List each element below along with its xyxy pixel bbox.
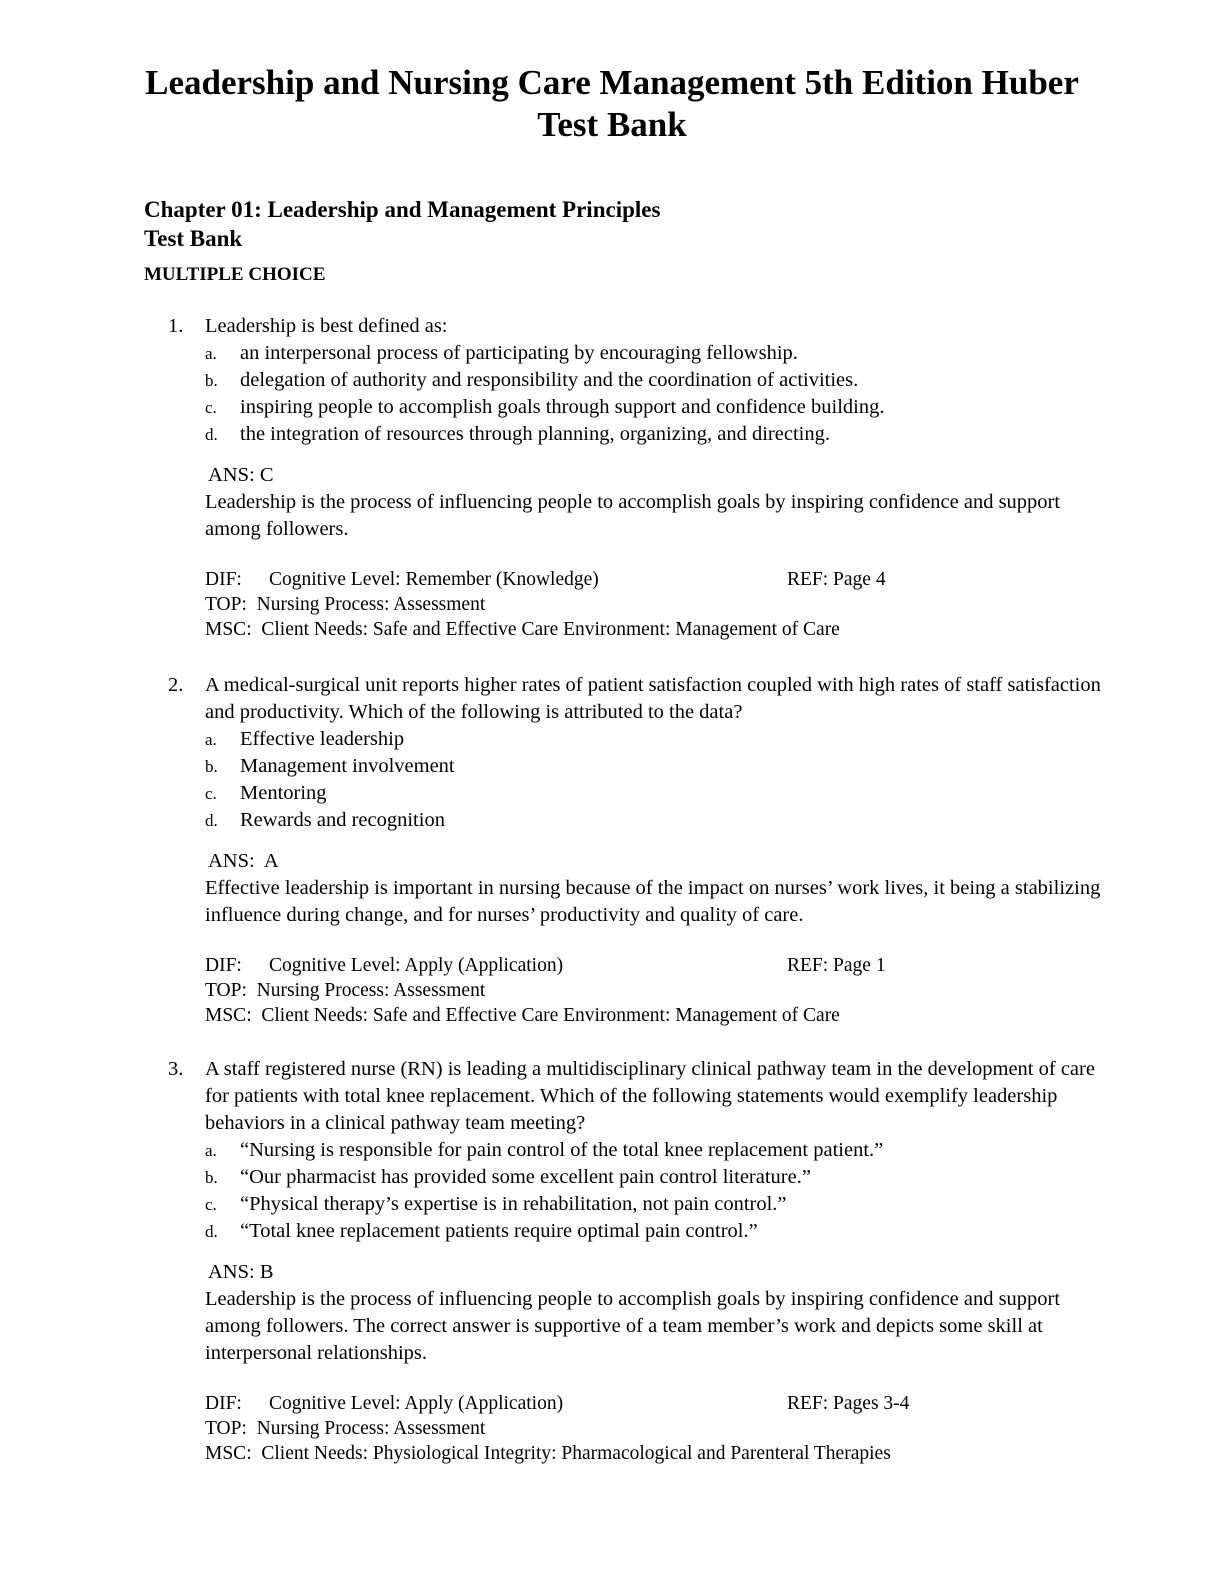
option-text: Management involvement [240, 755, 455, 777]
option-text: “Total knee replacement patients require optimal pain control.” [240, 1220, 758, 1242]
option-text: an interpersonal process of participating by encouraging fellowship. [240, 342, 798, 364]
top-label: TOP: [205, 1418, 247, 1439]
difficulty-row [205, 567, 1104, 592]
option-letter: a. [205, 344, 217, 363]
option-text: “Physical therapy’s expertise is in rehabilitation, not pain control.” [240, 1193, 787, 1215]
option-d [144, 421, 1104, 448]
page-reference: REF: Pages 3-4 [787, 1393, 910, 1414]
answer-key: ANS: B [208, 1261, 274, 1283]
answer-key: ANS: A [208, 850, 279, 872]
option-b [144, 1164, 1104, 1191]
option-letter: c. [205, 1195, 217, 1214]
option-text: “Nursing is responsible for pain control of the total knee replacement patient.” [240, 1139, 884, 1161]
topic-row [205, 978, 1104, 1003]
option-a [144, 340, 1104, 367]
option-letter: b. [205, 371, 218, 390]
difficulty-value: Cognitive Level: Apply (Application) [269, 1393, 564, 1414]
topic-row [205, 592, 1104, 617]
topic-value: Nursing Process: Assessment [256, 1418, 486, 1439]
difficulty-row [205, 953, 1104, 978]
option-c [144, 1191, 1104, 1218]
option-letter: c. [205, 784, 217, 803]
answer-options [144, 726, 1104, 834]
option-text: Rewards and recognition [240, 809, 445, 831]
topic-row [205, 1416, 1104, 1441]
option-letter: d. [205, 1222, 218, 1241]
answer-options [144, 1137, 1104, 1245]
answer-block [144, 1259, 1104, 1367]
option-letter: b. [205, 1168, 218, 1187]
option-d [144, 807, 1104, 834]
document-title [120, 62, 1104, 146]
answer-rationale: Leadership is the process of influencing people to accomplish goals by inspiring confidence and support among followers. The correct answer is supportive of a team member’s work and depicts some skill at interpersonal relationships. [205, 1288, 1061, 1364]
option-text: Mentoring [240, 782, 327, 804]
question-metadata [144, 953, 1104, 1028]
client-needs-value: Client Needs: Physiological Integrity: Pharmacological and Parenteral Therapies [261, 1443, 891, 1464]
option-c [144, 394, 1104, 421]
option-text: “Our pharmacist has provided some excellent pain control literature.” [240, 1166, 811, 1188]
option-letter: d. [205, 425, 218, 444]
client-needs-value: Client Needs: Safe and Effective Care Environment: Management of Care [261, 1005, 840, 1026]
question-2 [144, 672, 1104, 1028]
difficulty-value: Cognitive Level: Remember (Knowledge) [269, 569, 599, 590]
question-number: 2. [168, 674, 184, 696]
document-title-line-1: Leadership and Nursing Care Management 5th Edition Huber [145, 63, 1079, 102]
chapter-subtitle: Test Bank [144, 226, 243, 251]
page-reference: REF: Page 1 [787, 955, 886, 976]
difficulty-value: Cognitive Level: Apply (Application) [269, 955, 564, 976]
client-needs-value: Client Needs: Safe and Effective Care Environment: Management of Care [261, 619, 840, 640]
question-text: A medical-surgical unit reports higher rates of patient satisfaction coupled with high rates of staff satisfaction and productivity. Which of the following is attributed to the data? [205, 674, 1101, 723]
question-stem [144, 313, 1104, 340]
question-metadata [144, 567, 1104, 642]
answer-options [144, 340, 1104, 448]
option-text: inspiring people to accomplish goals through support and confidence building. [240, 396, 885, 418]
chapter-title: Chapter 01: Leadership and Management Principles [144, 197, 661, 222]
question-stem [144, 672, 1104, 726]
answer-block [144, 848, 1104, 929]
answer-key: ANS: C [208, 464, 274, 486]
msc-label: MSC: [205, 1005, 252, 1026]
page-reference: REF: Page 4 [787, 569, 886, 590]
question-metadata [144, 1391, 1104, 1466]
dif-label: DIF: [205, 1393, 242, 1414]
question-number: 3. [168, 1058, 184, 1080]
option-a [144, 1137, 1104, 1164]
client-needs-row [205, 1441, 1104, 1466]
option-letter: a. [205, 1141, 217, 1160]
client-needs-row [205, 1003, 1104, 1028]
option-letter: c. [205, 398, 217, 417]
section-heading: MULTIPLE CHOICE [144, 264, 326, 285]
question-1 [144, 313, 1104, 642]
option-b [144, 753, 1104, 780]
question-text: Leadership is best defined as: [205, 315, 448, 337]
answer-rationale: Effective leadership is important in nursing because of the impact on nurses’ work lives, it being a stabilizing influence during change, and for nurses’ productivity and quality of care. [205, 877, 1101, 926]
client-needs-row [205, 617, 1104, 642]
question-number: 1. [168, 315, 184, 337]
question-3 [144, 1056, 1104, 1466]
top-label: TOP: [205, 980, 247, 1001]
msc-label: MSC: [205, 1443, 252, 1464]
option-text: the integration of resources through planning, organizing, and directing. [240, 423, 830, 445]
option-letter: d. [205, 811, 218, 830]
option-b [144, 367, 1104, 394]
dif-label: DIF: [205, 955, 242, 976]
question-text: A staff registered nurse (RN) is leading a multidisciplinary clinical pathway team in the development of care for patients with total knee replacement. Which of the following statements would exemplify leadership behaviors in a clinical pathway team meeting? [205, 1058, 1095, 1134]
option-letter: a. [205, 730, 217, 749]
option-d [144, 1218, 1104, 1245]
answer-rationale: Leadership is the process of influencing people to accomplish goals by inspiring confidence and support among followers. [205, 491, 1061, 540]
document-title-line-2: Test Bank [537, 105, 687, 144]
topic-value: Nursing Process: Assessment [256, 594, 486, 615]
dif-label: DIF: [205, 569, 242, 590]
option-text: delegation of authority and responsibility and the coordination of activities. [240, 369, 859, 391]
top-label: TOP: [205, 594, 247, 615]
chapter-heading [144, 195, 660, 253]
question-stem [144, 1056, 1104, 1137]
option-letter: b. [205, 757, 218, 776]
difficulty-row [205, 1391, 1104, 1416]
option-c [144, 780, 1104, 807]
answer-block [144, 462, 1104, 543]
topic-value: Nursing Process: Assessment [256, 980, 486, 1001]
option-text: Effective leadership [240, 728, 405, 750]
msc-label: MSC: [205, 619, 252, 640]
option-a [144, 726, 1104, 753]
